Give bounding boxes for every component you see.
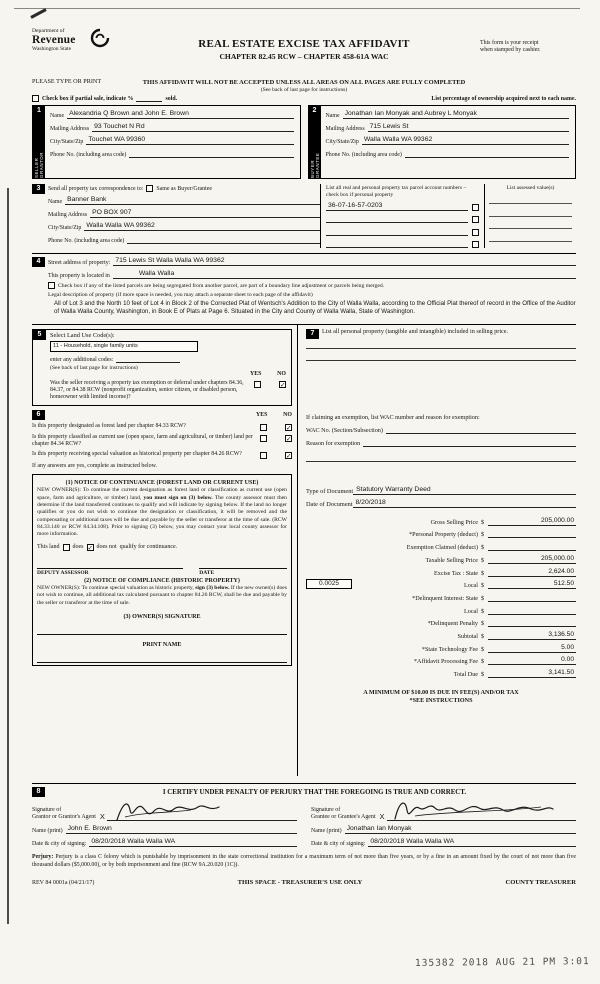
correspondence-name-field[interactable]: Banner Bank [65,196,320,205]
form-header [32,26,576,76]
exemption-claimed-field[interactable] [488,542,576,551]
grantor-name-print-field[interactable]: John E. Brown [66,825,297,834]
partial-sale-row [32,95,576,102]
no-header: NO [277,370,286,377]
grantee-signature [391,796,556,824]
county-treasurer-label: COUNTY TREASURER [505,878,576,886]
yes-header: YES [250,370,262,377]
treasurer-use-only-label: THIS SPACE - TREASURER'S USE ONLY [237,878,363,886]
assessed-value-field-2[interactable] [489,204,572,217]
legal-description-label: Legal description of property (if more space is needed, you may attach a separate sheet to each page of the affidavit) [48,292,313,299]
correspondence-address-label: Mailing Address [48,212,88,218]
state-technology-fee-field[interactable]: 5.00 [488,644,576,653]
logo-dept-text: Department of [32,28,65,34]
delinquent-interest-state-label: *Delinquent Interest: State [412,595,478,602]
section-2-badge: 2 [312,107,317,114]
does-not-label: does not [96,544,117,551]
document-date-field[interactable]: 8/20/2018 [353,499,576,508]
sold-label: sold. [165,96,178,102]
subtotal-label: Subtotal [457,633,478,640]
grantee-date-city-field[interactable]: 08/20/2018 Walla Walla WA [368,838,576,847]
seller-label: SELLER [34,157,39,178]
correspondence-address-field[interactable]: PO BOX 907 [90,209,320,218]
print-name-field[interactable] [37,650,287,663]
section-7 [297,325,576,776]
legal-description-text[interactable]: All of Lot 3 and the North 10 feet of Lot 4 in Block 2 of the Corrected Plat of Wentsch's Addition to the City of Walla Walla, according to the Official Plat thereof of record in the Office of the Auditor of Walla Walla County, Washington, in Book E of Plats at Page 6. Situated in the City and County of Walla Walla, State of Washington. [54,300,576,315]
local-rate-box[interactable]: 0.0025 [306,579,352,589]
revenue-swirl-icon [90,28,110,53]
delinquent-interest-state-field[interactable] [488,593,576,602]
checkbox-same-as-buyer[interactable] [146,185,153,192]
same-as-buyer-label: Same as Buyer/Grantee [156,185,212,192]
wac-number-field[interactable] [386,426,576,434]
gross-selling-price-field[interactable]: 205,000.00 [488,517,576,526]
see-back-note: (See back of last page for instructions) [260,87,348,93]
checkbox-current-no[interactable]: ✓ [286,435,292,444]
excise-tax-local-field[interactable]: 512.50 [488,580,576,589]
gross-selling-price-label: Gross Selling Price [430,519,478,526]
delinquent-penalty-field[interactable] [488,618,576,627]
taxable-selling-price-field[interactable]: 205,000.00 [488,555,576,564]
grantee-signature-label: Signature of Grantee or Grantee's Agent [311,806,376,821]
form-title: REAL ESTATE EXCISE TAX AFFIDAVIT [198,38,410,50]
buyer-label: BUYER [309,159,315,178]
minimum-due-note: A MINIMUM OF $10.00 IS DUE IN FEE(S) AND/OR TAX [363,690,519,697]
does-label: does [72,544,84,551]
buyer-address-label: Mailing Address [325,126,365,132]
additional-codes-label: enter any additional codes: [50,356,114,363]
section-4-badge: 4 [32,257,45,267]
assessed-values-header: List assessed value(s) [506,185,555,191]
correspondence-citystatezip-field[interactable]: Walla Walla WA 99362 [84,222,320,231]
seller-side-strip [33,106,45,178]
parcel-number-field-4[interactable] [326,239,468,248]
excise-tax-state-label: Excise Tax : State [434,570,478,577]
land-use-code-select[interactable]: 11 - Household, single family units [50,341,198,351]
if-yes-note: If any answers are yes, complete as instructed below. [32,463,157,470]
grantor-date-city-field[interactable]: 08/20/2018 Walla Walla WA [89,838,297,847]
notice-compliance-title: (2) NOTICE OF COMPLIANCE (HISTORIC PROPERTY) [84,577,240,584]
owners-signature-field[interactable] [37,622,287,635]
current-use-question: Is this property classified as current use (open space, farm and agricultural, or timber) land per chapter 84.34 RCW? [32,434,253,448]
seller-name-label: Name [50,113,65,119]
ownership-note: List percentage of ownership acquired next to each name. [431,96,576,102]
section-5 [32,329,292,406]
this-land-label: This land [37,544,60,551]
please-type-or-print: PLEASE TYPE OR PRINT [32,78,102,85]
personal-property-deduct-label: *Personal Property (deduct) [409,532,478,539]
document-date-label: Date of Document [306,501,353,509]
section-3 [32,184,576,248]
buyer-name-field[interactable]: Jonathan Ian Monyak and Aubrey L Monyak [343,110,569,119]
scan-edge-left [7,188,9,924]
section-7-badge: 7 [306,329,319,339]
seller-citystatezip-label: City/State/Zip [50,139,84,145]
assessed-value-field-3[interactable] [489,217,572,230]
form-revision-number: REV 84 0001a (04/21/17) [32,879,95,886]
exemption-deferral-question: Was the seller receiving a property tax exemption or deferral under chapters 84.36, 84.37, or 84.38 RCW (nonprofit organization, senior citizen, or disabled person, homeowner with limited income)? [50,379,244,401]
deputy-assessor-label: DEPUTY ASSESSOR [37,569,89,576]
delinquent-penalty-label: *Delinquent Penalty [427,621,478,628]
section-5-badge: 5 [33,330,46,340]
state-technology-fee-label: *State Technology Fee [421,646,478,653]
excise-tax-computation: Gross Selling Price $ 205,000.00 *Personal Property (deduct) $ Exemption Claimed (deduct) $ Taxable Selling Price $ 205,000.00 Excise Tax : State $ 2,624.00 0.0025 Local $ 512.50 *Delinquent Interest: State $ Local $ *Delinquent Penalty $ Subtotal $ 3,136.50 *State Technology Fee $ 5.00 *Affidavit Processing Fee $ 0.00 Total Due $ 3,141.50 [306,513,576,678]
dor-logo [32,28,152,52]
partial-sale-percent-field[interactable] [136,95,162,102]
grantee-date-city-label: Date & city of signing: [311,841,366,848]
assessed-values-column [484,184,576,248]
grantor-signature-label: Signature of Grantor or Grantor's Agent [32,806,96,821]
section-8-badge: 8 [32,787,45,797]
grantee-signature-block [311,801,576,847]
seller-phone-field[interactable] [129,149,293,158]
land-use-label: Select Land Use Code(s): [50,332,115,340]
excise-tax-state-field[interactable]: 2,624.00 [488,568,576,577]
correspondence-name-label: Name [48,199,63,205]
buyer-citystatezip-field[interactable]: Walla Walla WA 99362 [362,136,569,145]
assessed-value-field-4[interactable] [489,229,572,242]
buyer-name-label: Name [325,113,340,119]
deputy-assessor-signature-field[interactable] [37,560,183,569]
parcel-number-field-3[interactable] [326,227,468,236]
grantee-x-mark: X [379,812,385,822]
checkbox-personal-property-3[interactable] [472,229,479,236]
excise-tax-local-label: Local [464,583,478,590]
notice-box [32,474,292,665]
correspondence-phone-field[interactable] [127,235,320,244]
buyer-phone-field[interactable] [405,149,569,158]
logo-state-text: Washington State [32,46,72,52]
checkbox-forest-yes[interactable] [260,424,267,431]
notice-continuance-title: (1) NOTICE OF CONTINUANCE (FOREST LAND OR CURRENT USE) [65,480,259,487]
grantee-name-print-label: Name (print) [311,828,342,835]
taxable-selling-price-label: Taxable Selling Price [425,557,478,564]
treasurer-received-stamp: 135382 2018 AUG 21 PM 3:01 [415,956,591,969]
grantor-date-city-label: Date & city of signing: [32,841,87,848]
buyer-citystatezip-label: City/State/Zip [325,139,359,145]
assessed-value-field-1[interactable] [489,192,572,205]
seller-address-label: Mailing Address [50,126,90,132]
forest-land-question: Is this property designated as forest land per chapter 84.33 RCW? [32,423,187,430]
correspondence-phone-label: Phone No. (including area code) [48,238,125,244]
grantor-signature-block [32,801,297,847]
affidavit-processing-fee-field[interactable]: 0.00 [488,656,576,665]
scan-edge-top [14,8,580,9]
parcel-number-field-1[interactable]: 36-07-16-57-0203 [326,202,468,211]
logo-revenue-text: Revenue [32,34,76,46]
seller-address-field[interactable]: 93 Touchet N Rd [92,123,293,132]
checkbox-current-yes[interactable] [260,435,267,442]
section-3-badge: 3 [32,184,45,194]
document-type-field[interactable]: Statutory Warranty Deed [353,486,576,495]
affidavit-processing-fee-label: *Affidavit Processing Fee [413,659,478,666]
buyer-grantee-box [308,105,577,179]
grantor-signature-field[interactable] [107,801,297,821]
section-5-see-back: (See back of last page for instructions) [50,364,138,371]
checkbox-personal-property-2[interactable] [472,216,479,223]
checkbox-segregated[interactable] [48,282,55,289]
street-address-label: Street address of property: [48,260,111,267]
section-8 [32,783,576,847]
delinquent-interest-local-field[interactable] [488,606,576,615]
checkbox-historic-no[interactable]: ✓ [286,452,292,461]
grantee-name-print-field[interactable]: Jonathan Ian Monyak [345,825,576,834]
personal-property-deduct-field[interactable] [488,529,576,538]
no-header-2: NO [283,412,292,419]
checkbox-partial-sale[interactable] [32,95,39,102]
perjury-certification: I CERTIFY UNDER PENALTY OF PERJURY THAT THE FOREGOING IS TRUE AND CORRECT. [162,788,467,796]
checkbox-land-does-not[interactable]: ✓ [87,543,93,552]
located-in-label: This property is located in [48,273,110,280]
exemption-reason-label: Reason for exemption [306,441,361,448]
deputy-date-field[interactable] [199,560,287,569]
parcel-numbers-column [320,184,484,248]
checkbox-land-does[interactable] [63,544,70,551]
yes-header-2: YES [256,412,268,419]
segregated-label: Check box if any of the listed parcels are being segregated from another parcel, are part of a boundary line adjustment or parcels being merged. [58,282,385,289]
delinquent-interest-local-label: Local [464,608,478,615]
tax-correspondence-label: Send all property tax correspondence to: [48,185,144,192]
form-chapter: CHAPTER 82.45 RCW – CHAPTER 458-61A WAC [219,52,389,61]
buyer-phone-label: Phone No. (including area code) [325,152,402,158]
grantor-name-print-label: Name (print) [32,828,63,835]
checkbox-personal-property-1[interactable] [472,204,479,211]
checkbox-s5-yes[interactable] [254,381,261,388]
partial-sale-label: Check box if partial sale, indicate % [42,96,134,102]
buyer-address-field[interactable]: 715 Lewis St [368,123,569,132]
checkbox-forest-no[interactable]: ✓ [286,424,292,433]
exemption-reason-field[interactable] [363,439,576,447]
grantor-label: GRANTOR [39,151,44,178]
parcel-numbers-header: List all real and personal property tax parcel account numbers – check box if personal property [326,185,467,198]
parcel-number-field-2[interactable] [326,214,468,223]
street-address-field[interactable]: 715 Lewis St Walla Walla WA 99362 [113,257,576,266]
buyer-side-strip [309,106,321,178]
seller-name-field[interactable]: Alexandria Q Brown and John E. Brown [67,110,293,119]
subtotal-field[interactable]: 3,136.50 [488,631,576,640]
section-6-badge: 6 [32,410,45,420]
scan-corner-mark [30,8,46,19]
exemption-claim-label: If claiming an exemption, list WAC number and reason for exemption: [306,415,480,422]
checkbox-s5-no[interactable]: ✓ [280,380,286,389]
correspondence-citystatezip-label: City/State/Zip [48,225,82,231]
notice-continuance-text: NEW OWNER(S): To continue the current designation as forest land or classification as current use (open space, farm and agriculture, or timber) land, you must sign on (3) below. The county assessor must then determine if the land transferred continues to qualify and will indicate by signing below. If the land no longer qualifies or you do not wish to continue the designation or classification, it will be removed and the compensating or additional taxes will be due and payable by the seller or transferor at the time of sale. (RCW 84.33.140 or RCW 84.34.108). Prior to signing (3) below, you may contact your local county assessor for more information. [37,487,287,538]
historic-property-question: Is this property receiving special valuation as historical property per chapter 84.26 RCW? [32,451,242,458]
qualify-label: qualify for continuance. [119,544,178,551]
receipt-note: This form is your receipt when stamped by cashier. [480,40,541,54]
section-1-badge: 1 [37,107,41,114]
grantee-signature-field[interactable] [387,801,576,821]
perjury-statement: Perjury: Perjury is a class C felony which is punishable by imprisonment in the state correctional institution for a maximum term of not more than five years, or by a fine in an amount fixed by the court of not more than five thousand dollars ($5,000.00), or by both imprisonment and fine (RCW 9A.20.020 (1C)). [32,854,576,868]
see-instructions-note: *SEE INSTRUCTIONS [409,698,473,705]
seller-grantor-box [32,105,301,179]
exemption-reason-field-2[interactable] [306,450,576,462]
personal-property-field-2[interactable] [306,349,576,361]
document-type-label: Type of Document [306,488,354,496]
deputy-date-label: DATE [199,569,215,576]
wac-number-label: WAC No. (Section/Subsection) [306,428,383,435]
exemption-claimed-label: Exemption Claimed (deduct) [406,545,478,552]
grantee-label: GRANTEE [314,152,320,178]
located-in-field[interactable]: Walla Walla [113,270,576,279]
grantor-signature [111,798,231,824]
owners-signature-label: (3) OWNER(S) SIGNATURE [123,613,201,620]
personal-property-label: List all personal property (tangible and intangible) included in selling price. [322,329,509,336]
seller-citystatezip-field[interactable]: Touchet WA 99360 [86,136,293,145]
print-name-label: PRINT NAME [142,641,182,648]
personal-property-field-1[interactable] [306,337,576,349]
seller-phone-label: Phone No. (including area code) [50,152,127,158]
notice-compliance-text: NEW OWNER(S): To continue special valuation as historic property, sign (3) below. If the new owner(s) does not wish to continue, all additional tax calculated pursuant to chapter 84.26 RCW, shall be due and payable by the seller or transferor at the time of sale. [37,584,287,606]
checkbox-personal-property-4[interactable] [472,241,479,248]
total-due-field[interactable]: 3,141.50 [488,669,576,678]
additional-codes-field[interactable] [116,355,180,363]
section-4 [32,253,576,318]
not-accepted-warning: THIS AFFIDAVIT WILL NOT BE ACCEPTED UNLESS ALL AREAS ON ALL PAGES ARE FULLY COMPLETED [142,79,466,86]
total-due-label: Total Due [453,672,478,679]
grantor-x-mark: X [99,812,105,822]
checkbox-historic-yes[interactable] [260,452,267,459]
